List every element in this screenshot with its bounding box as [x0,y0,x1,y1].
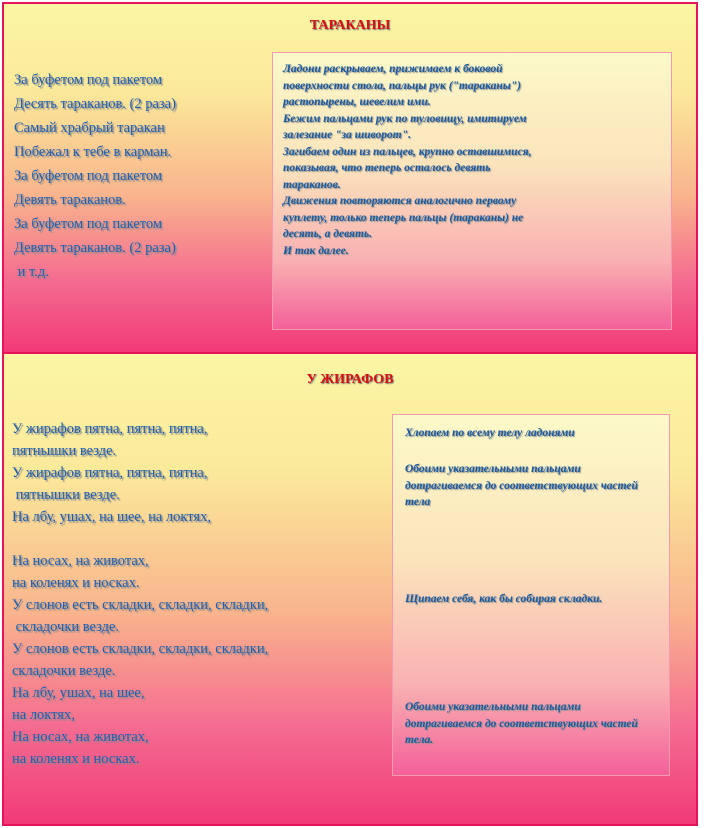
note-line: Ладони раскрываем, прижимаем к боковой [283,63,503,75]
poem-line: За буфетом под пакетом [14,168,162,184]
note-line: Загибаем один из пальцев, крупно оставшимися, [283,145,532,158]
note-line: Бежим пальцами рук по туловищу, имитируем [283,112,527,125]
section-title-u-zhirafov: У ЖИРАФОВ [306,372,394,387]
poem-line: на локтях, [12,707,75,723]
section-title-tarakany: ТАРАКАНЫ [309,18,391,33]
poem-line [12,528,268,550]
poem-line: складочки везде. [12,619,120,635]
poem-line: На лбу, ушах, на шее, [12,685,145,701]
instructions-u-zhirafov [392,414,670,776]
poem-line: на коленях и носках. [12,575,140,591]
note-line: куплету, только теперь пальцы (тараканы) не [283,211,524,224]
note-line: залезание "за шиворот". [283,129,411,141]
note-line: показывая, что теперь осталось девять [283,162,491,174]
note-line: поверхности стола, пальцы рук ("тараканы") [283,79,521,92]
instruction-touch: Обоими указательными пальцами дотрагиваемся до соответствующих частей тела [405,463,638,508]
poem-line: У слонов есть складки, складки, складки, [12,597,269,613]
poem-line: и т.д. [14,264,49,280]
instruction-clap: Хлопаем по всему телу ладонями [405,427,575,439]
poem-line: пятнышки везде. [12,487,120,503]
poem-line: Десять тараканов. (2 раза) [14,96,176,112]
poem-line: пятнышки везде. [12,443,117,459]
note-line: растопырены, шевелим ими. [283,96,431,108]
note-line: десять, а девять. [283,228,373,240]
poem-line: На лбу, ушах, на шее, на локтях, [12,509,211,525]
poem-tarakany [14,68,176,284]
instruction-pinch: Щипаем себя, как бы собирая складки. [405,593,603,605]
instructions-tarakany [272,52,672,330]
poem-line: У жирафов пятна, пятна, пятна, [12,421,208,437]
note-line: И так далее. [283,244,349,257]
poem-line: Побежал к тебе в карман. [14,144,172,160]
instruction-touch-repeat: Обоими указательными пальцами дотрагиваемся до соответствующих частей тела. [405,701,638,746]
poem-line: За буфетом под пакетом [14,216,162,232]
poem-line: Самый храбрый таракан [14,120,165,136]
note-line: тараканов. [283,178,341,191]
poem-line: На носах, на животах, [12,553,149,569]
poem-u-zhirafov [12,418,268,770]
poem-line: На носах, на животах, [12,729,149,745]
poem-line: складочки везде. [12,663,116,679]
note-line: Движения повторяются аналогично первому [283,195,517,207]
poem-line: У жирафов пятна, пятна, пятна, [12,465,208,481]
poem-line: на коленях и носках. [12,751,140,767]
poem-line: У слонов есть складки, складки, складки, [12,641,269,657]
poem-line: Девять тараканов. [14,192,126,208]
poem-line: За буфетом под пакетом [14,72,162,88]
poem-line: Девять тараканов. (2 раза) [14,240,176,256]
